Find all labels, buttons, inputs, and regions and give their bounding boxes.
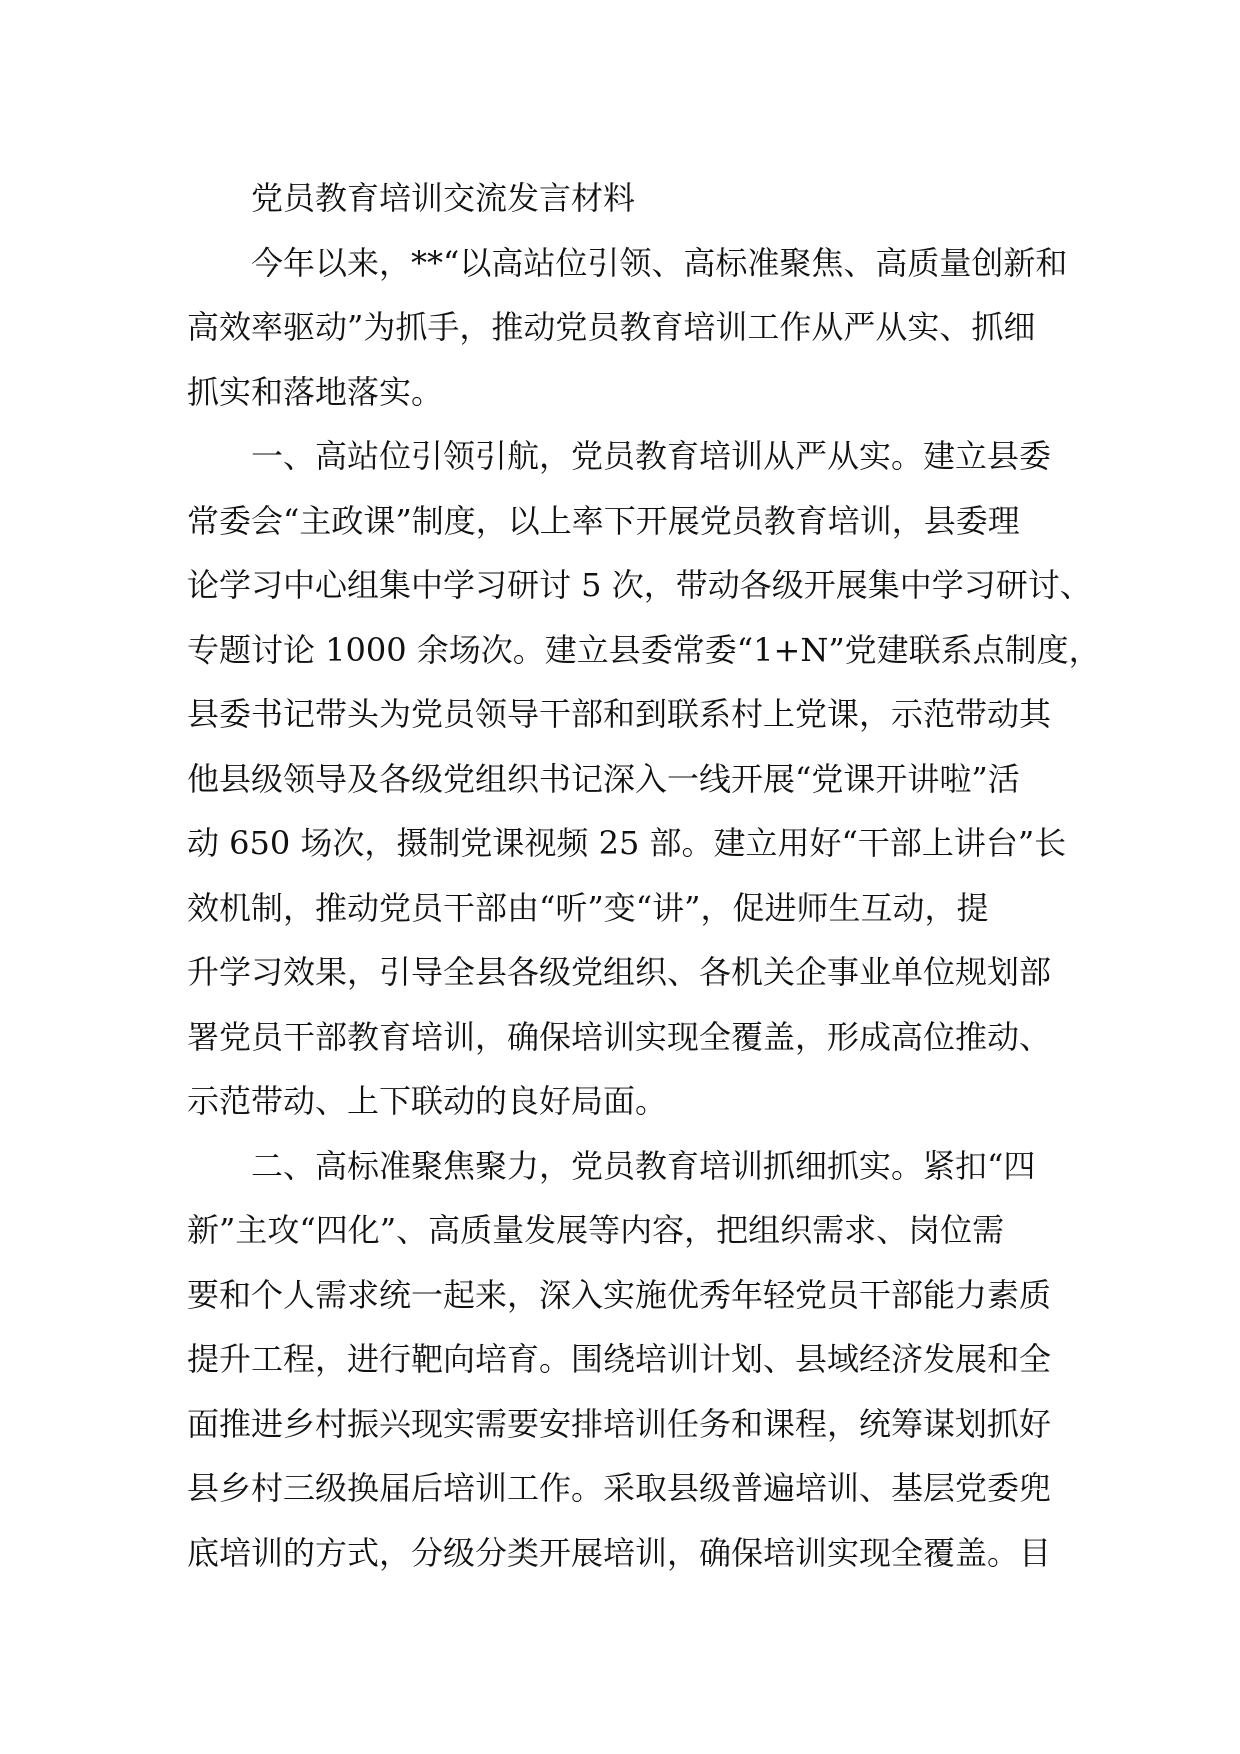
text-line: 署党员干部教育培训，确保培训实现全覆盖，形成高位推动、 bbox=[187, 1017, 1052, 1056]
text-line: 动 650 场次，摄制党课视频 25 部。建立用好“干部上讲台”长 bbox=[187, 824, 1067, 862]
document-body bbox=[187, 166, 1101, 1585]
document-title: 党员教育培训交流发言材料 bbox=[251, 179, 636, 217]
text-line: 升学习效果，引导全县各级党组织、各机关企事业单位规划部 bbox=[187, 953, 1052, 991]
text-line: 面推进乡村振兴现实需要安排培训任务和课程，统筹谋划抓好 bbox=[187, 1404, 1052, 1443]
text-line: 效机制，推动党员干部由“听”变“讲”，促进师生互动，提 bbox=[187, 888, 989, 927]
text-line: 县委书记带头为党员领导干部和到联系村上党课，示范带动其 bbox=[187, 695, 1052, 733]
text-line: 县乡村三级换届后培训工作。采取县级普遍培训、基层党委兜 bbox=[187, 1469, 1052, 1507]
text-line: 新”主攻“四化”、高质量发展等内容，把组织需求、岗位需 bbox=[187, 1211, 1005, 1249]
paragraph-section-one bbox=[187, 424, 1101, 1134]
text-line: 论学习中心组集中学习研讨 5 次，带动各级开展集中学习研讨、 bbox=[187, 566, 1092, 604]
text-line: 专题讨论 1000 余场次。建立县委常委“1+N”党建联系点制度， bbox=[187, 630, 1101, 669]
text-line: 今年以来，**“以高站位引领、高标准聚焦、高质量创新和 bbox=[251, 243, 1068, 282]
text-line: 要和个人需求统一起来，深入实施优秀年轻党员干部能力素质 bbox=[187, 1275, 1052, 1314]
paragraph-section-two bbox=[187, 1134, 1067, 1586]
paragraph-intro bbox=[187, 231, 1067, 425]
text-line: 抓实和落地落实。 bbox=[187, 372, 444, 411]
text-line: 高效率驱动”为抓手，推动党员教育培训工作从严从实、抓细 bbox=[187, 308, 1036, 346]
text-line: 一、高站位引领引航，党员教育培训从严从实。建立县委 bbox=[251, 437, 1052, 475]
text-line: 他县级领导及各级党组织书记深入一线开展“党课开讲啦”活 bbox=[187, 759, 1020, 798]
text-line: 底培训的方式，分级分类开展培训，确保培训实现全覆盖。目 bbox=[187, 1533, 1052, 1572]
text-line: 二、高标准聚焦聚力，党员教育培训抓细抓实。紧扣“四 bbox=[251, 1146, 1036, 1185]
text-line: 提升工程，进行靶向培育。围绕培训计划、县域经济发展和全 bbox=[187, 1340, 1052, 1378]
text-line: 常委会“主政课”制度，以上率下开展党员教育培训，县委理 bbox=[187, 501, 1020, 540]
text-line: 示范带动、上下联动的良好局面。 bbox=[187, 1082, 668, 1120]
